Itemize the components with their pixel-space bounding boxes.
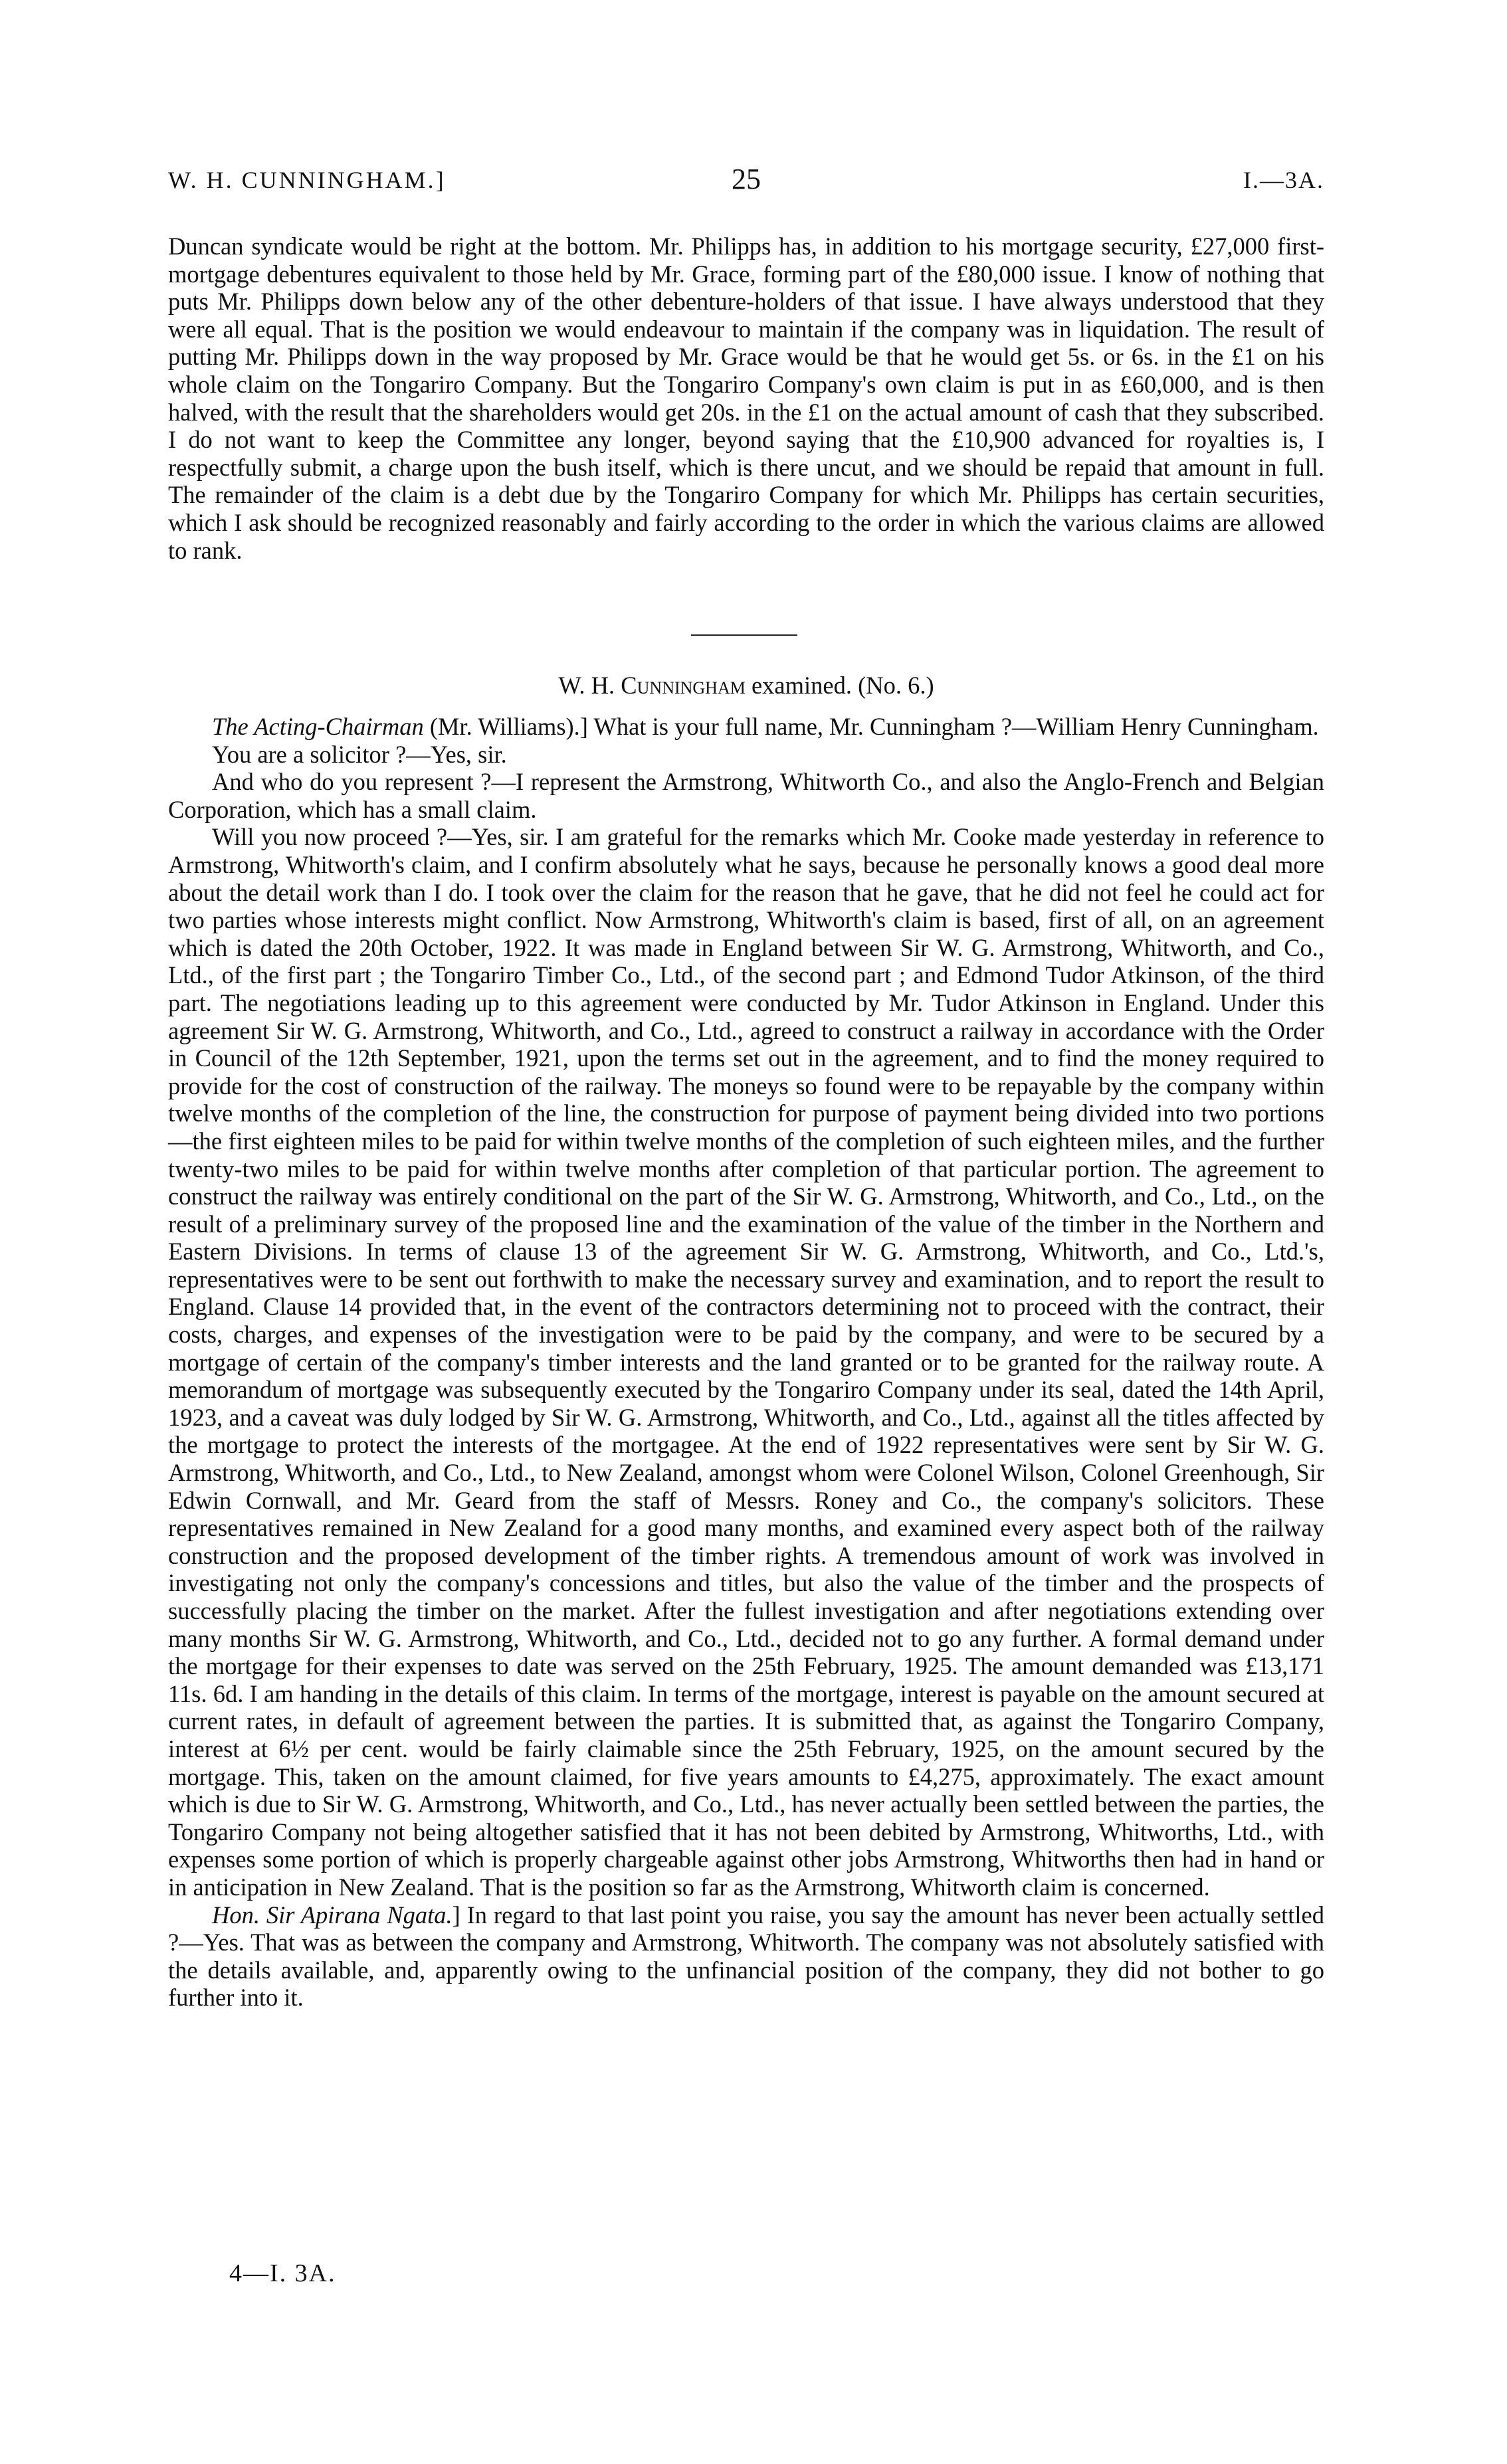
witness-name: Cunningham	[621, 672, 746, 699]
question-answer: And who do you represent ?—I represent the Armstrong, Whitworth Co., and also the Anglo-French and Belgian Corporation, which has a small claim.	[168, 768, 1324, 823]
signature-mark: 4—I. 3A.	[229, 2259, 336, 2287]
section-divider	[691, 634, 797, 636]
header-left: W. H. CUNNINGHAM.]	[168, 167, 446, 193]
continued-statement	[168, 233, 1324, 564]
speaker: The Acting-Chairman	[212, 713, 424, 740]
running-header	[168, 163, 1324, 199]
question-answer	[168, 1901, 1324, 2012]
qa-text: ] In regard to that last point you raise, you say the amount has never been actually settled ?—Yes. That was as between the company and Armstrong, Whitworth. The company was not absolutely satisfied with the details available, and, apparently owing to the unfinancial position of the company, they did not bother to go further into it.	[168, 1901, 1324, 2012]
witness-heading	[168, 671, 1324, 700]
question-answer: You are a solicitor ?—Yes, sir.	[212, 740, 507, 768]
witness-heading-prefix: W. H.	[558, 672, 621, 699]
page-number: 25	[732, 163, 761, 195]
paragraph: Duncan syndicate would be right at the bottom. Mr. Philipps has, in addition to his mortgage security, £27,000 first-mortgage debentures equivalent to those held by Mr. Grace, forming part of the £80,000 issue. I know of nothing that puts Mr. Philipps down below any of the other debenture-holders of that issue. I have always understood that they were all equal. That is the position we would endeavour to maintain if the company was in liquidation. The result of putting Mr. Philipps down in the way proposed by Mr. Grace would be that he would get 5s. or 6s. in the £1 on his whole claim on the Tongariro Company. But the Tongariro Company's own claim is put in as £60,000, and is then halved, with the result that the shareholders would get 20s. in the £1 on the actual amount of cash that they subscribed. I do not want to keep the Committee any longer, beyond saying that the £10,900 advanced for royalties is, I respectfully submit, a charge upon the bush itself, which is there uncut, and we should be repaid that amount in full. The remainder of the claim is a debt due by the Tongariro Company for which Mr. Philipps has certain securities, which I ask should be recognized reasonably and fairly according to the order in which the various claims are allowed to rank.	[168, 233, 1324, 564]
header-right: I.—3A.	[1243, 167, 1324, 193]
qa-text: (Mr. Williams).] What is your full name, Mr. Cunningham ?—William Henry Cunningham.	[423, 713, 1319, 740]
speaker: Hon. Sir Apirana Ngata.	[212, 1901, 452, 1929]
question-answer	[168, 713, 1324, 741]
witness-heading-suffix: examined. (No. 6.)	[745, 672, 934, 699]
examination-text	[168, 713, 1324, 2012]
question-answer: Will you now proceed ?—Yes, sir. I am grateful for the remarks which Mr. Cooke made yesterday in reference to Armstrong, Whitworth's claim, and I confirm absolutely what he says, because he personally knows a good deal more about the detail work than I do. I took over the claim for the reason that he gave, that he did not feel he could act for two parties whose interests might conflict. Now Armstrong, Whitworth's claim is based, first of all, on an agreement which is dated the 20th October, 1922. It was made in England between Sir W. G. Armstrong, Whitworth, and Co., Ltd., of the first part ; the Tongariro Timber Co., Ltd., of the second part ; and Edmond Tudor Atkinson, of the third part. The negotiations leading up to this agreement were conducted by Mr. Tudor Atkinson in England. Under this agreement Sir W. G. Armstrong, Whitworth, and Co., Ltd., agreed to construct a railway in accordance with the Order in Council of the 12th September, 1921, upon the terms set out in the agreement, and to find the money required to provide for the cost of construction of the railway. The moneys so found were to be repayable by the company within twelve months of the completion of the line, the construction for purpose of payment being divided into two portions —the first eighteen miles to be paid for within twelve months of the completion of such eighteen miles, and the further twenty-two miles to be paid for within twelve months after completion of that particular portion. The agreement to construct the railway was entirely conditional on the part of the Sir W. G. Armstrong, Whitworth, and Co., Ltd., on the result of a preliminary survey of the proposed line and the examination of the value of the timber in the Northern and Eastern Divisions. In terms of clause 13 of the agreement Sir W. G. Armstrong, Whitworth, and Co., Ltd.'s, representatives were to be sent out forthwith to make the necessary survey and examination, and to report the result to England. Clause 14 provided that, in the event of the contractors determining not to proceed with the contract, their costs, charges, and expenses of the investigation were to be paid by the company, and were to be secured by a mortgage of certain of the company's timber interests and the land granted or to be granted for the railway route. A memorandum of mortgage was subsequently executed by the Tongariro Company under its seal, dated the 14th April, 1923, and a caveat was duly lodged by Sir W. G. Armstrong, Whitworth, and Co., Ltd., against all the titles affected by the mortgage to protect the interests of the mortgagee. At the end of 1922 representatives were sent by Sir W. G. Armstrong, Whitworth, and Co., Ltd., to New Zealand, amongst whom were Colonel Wilson, Colonel Greenhough, Sir Edwin Cornwall, and Mr. Geard from the staff of Messrs. Roney and Co., the company's solicitors. These representatives remained in New Zealand for a good many months, and examined every aspect both of the railway construction and the proposed development of the timber rights. A tremendous amount of work was involved in investigating not only the company's concessions and titles, but also the value of the timber and the prospects of successfully placing the timber on the market. After the fullest investigation and after negotiations extending over many months Sir W. G. Armstrong, Whitworth, and Co., Ltd., decided not to go any further. A formal demand under the mortgage for their expenses to date was served on the 25th February, 1925. The amount demanded was £13,171 11s. 6d. I am handing in the details of this claim. In terms of the mortgage, interest is payable on the amount secured at current rates, in default of agreement between the parties. It is submitted that, as against the Tongariro Company, interest at 6½ per cent. would be fairly claimable since the 25th February, 1925, on the amount secured by the mortgage. This, taken on the amount claimed, for five years amounts to £4,275, approximately. The exact amount which is due to Sir W. G. Armstrong, Whitworth, and Co., Ltd., has never actually been settled between the parties, the Tongariro Company not being altogether satisfied that it has not been debited by Armstrong, Whitworths, Ltd., with expenses some portion of which is properly chargeable against other jobs Armstrong, Whitworths then had in hand or in anticipation in New Zealand. That is the position so far as the Armstrong, Whitworth claim is concerned.	[168, 823, 1324, 1901]
